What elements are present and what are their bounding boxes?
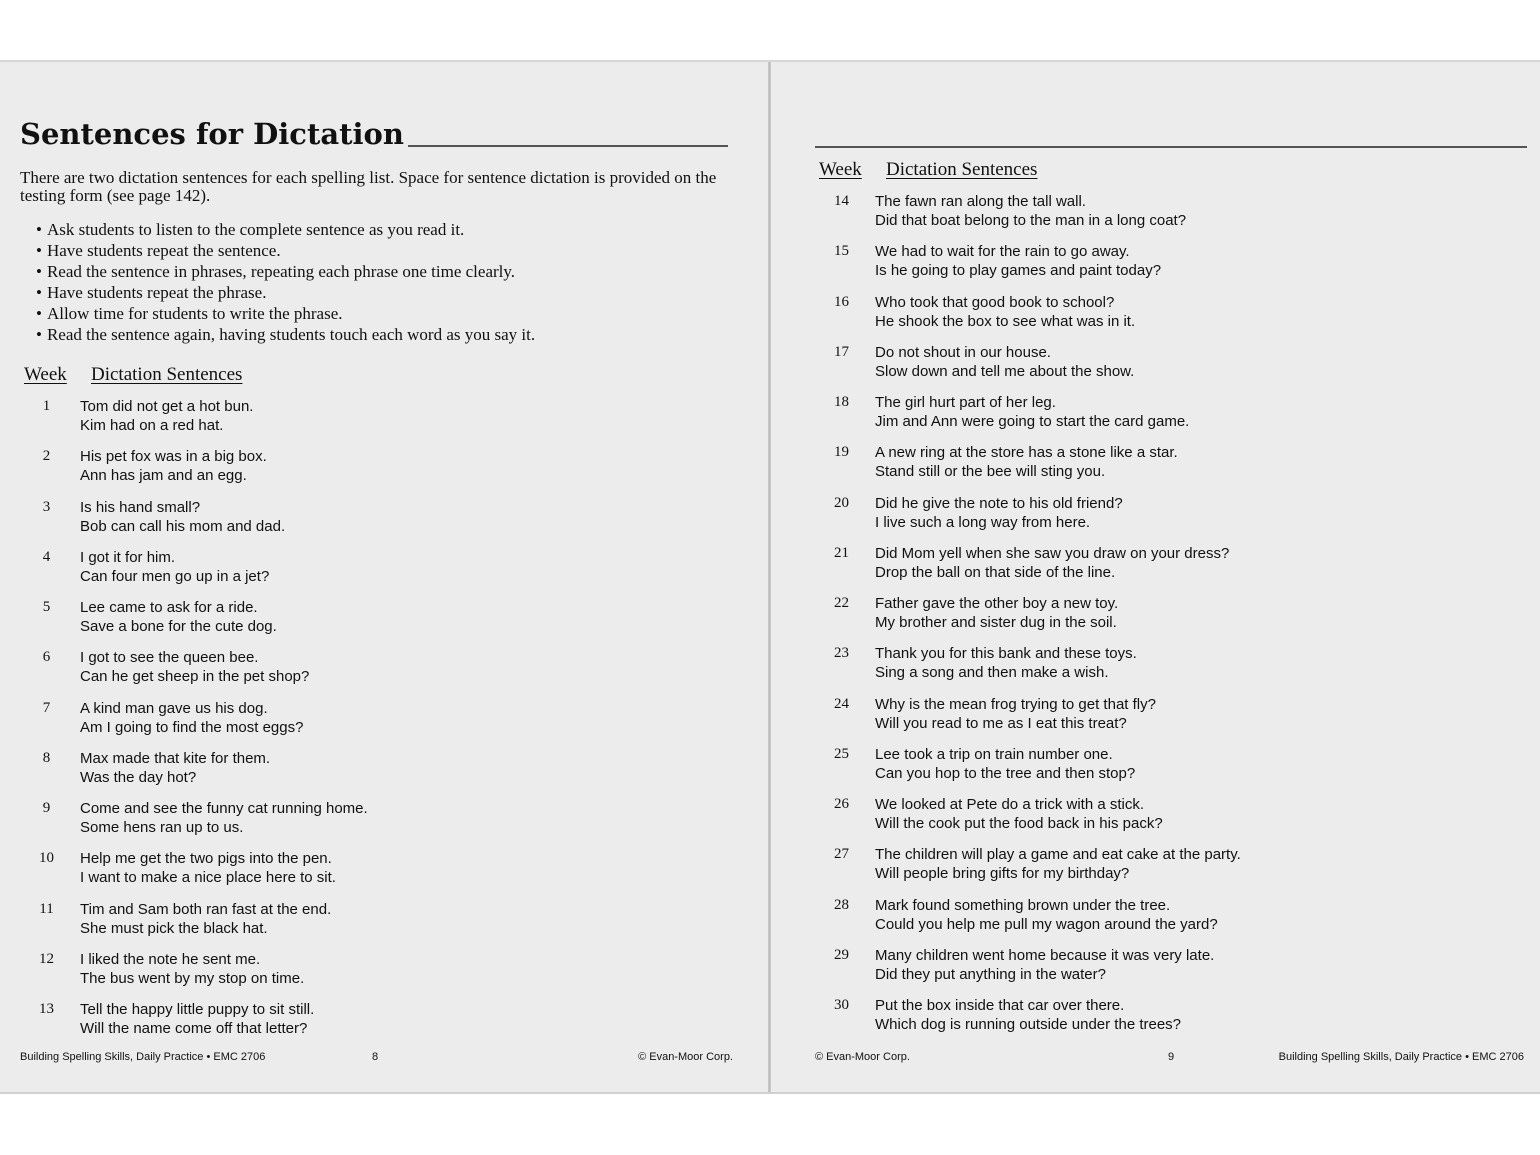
dictation-entry [808, 443, 1241, 493]
dictation-entry [808, 242, 1241, 292]
week-number: 19 [834, 444, 849, 461]
week-number: 16 [834, 293, 849, 310]
week-number: 25 [834, 745, 849, 762]
instruction-item: • Read the sentence again, having students touch each word as you say it. [36, 324, 535, 345]
dictation-entry [808, 192, 1241, 242]
dictation-sentence: Did that boat belong to the man in a long coat? [875, 212, 1187, 229]
title-rule [408, 145, 728, 147]
dictation-sentence: Is he going to play games and paint today? [875, 262, 1162, 280]
dictation-sentence: His pet fox was in a big box. [80, 448, 267, 466]
dictation-sentence: Help me get the two pigs into the pen. [80, 850, 332, 868]
sentence-pair [875, 494, 1123, 544]
sentences-header: Dictation Sentences [91, 364, 243, 385]
instruction-list [36, 219, 535, 345]
dictation-entry [13, 598, 368, 648]
sentence-pair [875, 192, 1186, 242]
page-number: 8 [372, 1051, 379, 1063]
dictation-sentence: Is his hand small? [80, 498, 201, 516]
sentence-pair [80, 849, 336, 899]
week-number: 26 [834, 796, 849, 812]
sentence-pair [80, 447, 267, 497]
sentence-pair [875, 795, 1163, 845]
dictation-entry [808, 293, 1241, 343]
week-header: Week [24, 364, 67, 385]
week-number: 2 [42, 448, 51, 465]
sentence-pair [875, 544, 1229, 594]
sentence-pair [875, 343, 1134, 393]
sentence-pair [875, 946, 1214, 996]
instruction-item: • Allow time for students to write the phrase. [36, 303, 535, 324]
dictation-entry [13, 1000, 368, 1050]
sentence-pair [875, 644, 1137, 694]
week-number: 24 [834, 695, 849, 712]
dictation-sentence: I got to see the queen bee. [80, 649, 259, 667]
dictation-sentence: Save a bone for the cute dog. [80, 618, 277, 635]
title-row [20, 117, 728, 151]
week-number: 14 [834, 193, 849, 209]
footer-right: Building Spelling Skills, Daily Practice • EMC 2706 [1278, 1051, 1524, 1063]
dictation-sentence: Some hens ran up to us. [80, 819, 244, 836]
dictation-sentence: Which dog is running outside under the trees? [875, 1016, 1182, 1033]
dictation-sentence: Will the cook put the food back in his pack? [875, 815, 1163, 832]
sentences-header: Dictation Sentences [886, 159, 1038, 180]
dictation-entry [808, 494, 1241, 544]
dictation-entry [13, 900, 368, 950]
dictation-sentence: Many children went home because it was very late. [875, 946, 1215, 964]
dictation-entry [13, 699, 368, 749]
sentence-pair [80, 749, 270, 799]
week-number: 5 [42, 599, 51, 615]
week-number: 3 [42, 498, 51, 515]
page-title: Sentences for Dictation [20, 117, 404, 151]
sentence-pair [80, 950, 304, 1000]
dictation-sentence: Can he get sheep in the pet shop? [80, 668, 310, 686]
footer-left: Building Spelling Skills, Daily Practice • EMC 2706 [20, 1051, 266, 1063]
week-header: Week [819, 159, 862, 180]
week-number: 9 [42, 800, 51, 816]
week-number: 28 [834, 896, 849, 913]
sentence-pair [875, 845, 1241, 895]
dictation-sentence: We had to wait for the rain to go away. [875, 243, 1130, 261]
dictation-entry [13, 749, 368, 799]
dictation-sentence: Thank you for this bank and these toys. [875, 645, 1137, 663]
dictation-sentence: Ann has jam and an egg. [80, 467, 247, 485]
sentence-pair [875, 443, 1178, 493]
sentence-pair [875, 393, 1189, 443]
sentence-pair [80, 648, 309, 698]
dictation-entry [808, 644, 1241, 694]
week-number: 1 [42, 398, 51, 414]
dictation-sentence: Stand still or the bee will sting you. [875, 463, 1106, 481]
sentence-pair [80, 799, 368, 849]
week-number: 23 [834, 645, 849, 662]
week-number: 27 [834, 846, 849, 863]
sentence-pair [875, 242, 1161, 292]
intro-paragraph: There are two dictation sentences for each spelling list. Space for sentence dictation is provided on the testing form (see page 142). [20, 168, 717, 205]
sentence-pair [80, 900, 331, 950]
week-number: 20 [834, 494, 849, 511]
dictation-sentence: Lee took a trip on train number one. [875, 745, 1113, 763]
dictation-sentence: The girl hurt part of her leg. [875, 394, 1056, 411]
dictation-sentence: Can you hop to the tree and then stop? [875, 764, 1136, 782]
page-number: 9 [1168, 1051, 1175, 1063]
dictation-sentence: Could you help me pull my wagon around the yard? [875, 915, 1218, 933]
dictation-entry [808, 946, 1241, 996]
dictation-sentence: Why is the mean frog trying to get that fly? [875, 695, 1156, 713]
week-number: 30 [834, 997, 849, 1013]
sentence-pair [875, 293, 1135, 343]
dictation-sentence: Mark found something brown under the tree. [875, 896, 1171, 914]
dictation-entry [808, 594, 1241, 644]
dictation-sentence: Will you read to me as I eat this treat? [875, 714, 1127, 732]
dictation-sentence: Do not shout in our house. [875, 343, 1051, 361]
sentence-pair [875, 996, 1181, 1046]
dictation-sentence: Did they put anything in the water? [875, 965, 1106, 983]
week-number: 13 [39, 1001, 54, 1017]
dictation-sentence: Tom did not get a hot bun. [80, 398, 254, 415]
week-number: 15 [834, 243, 849, 260]
dictation-entry [13, 849, 368, 899]
dictation-sentence: Max made that kite for them. [80, 749, 271, 767]
dictation-sentence: I liked the note he sent me. [80, 950, 261, 968]
list-header [24, 364, 242, 386]
dictation-sentence: The bus went by my stop on time. [80, 969, 305, 987]
dictation-sentence: Did he give the note to his old friend? [875, 494, 1123, 512]
dictation-sentence: Did Mom yell when she saw you draw on your dress? [875, 544, 1230, 562]
sentence-pair [875, 695, 1156, 745]
week-number: 17 [834, 343, 849, 360]
sentence-pair [80, 397, 253, 447]
dictation-entry [808, 745, 1241, 795]
dictation-entry [808, 393, 1241, 443]
week-number: 11 [39, 900, 54, 917]
dictation-sentence: Bob can call his mom and dad. [80, 517, 286, 535]
dictation-sentence: Drop the ball on that side of the line. [875, 563, 1116, 581]
week-number: 10 [39, 850, 54, 867]
sentence-pair [80, 498, 285, 548]
dictation-sentence: Tell the happy little puppy to sit still. [80, 1001, 315, 1018]
dictation-entry [13, 447, 368, 497]
dictation-sentence: Lee came to ask for a ride. [80, 599, 258, 616]
dictation-sentence: She must pick the black hat. [80, 919, 268, 937]
dictation-sentence: My brother and sister dug in the soil. [875, 614, 1117, 631]
dictation-sentence: Kim had on a red hat. [80, 417, 224, 434]
dictation-entry [13, 548, 368, 598]
dictation-entry [13, 648, 368, 698]
dictation-sentence: Sing a song and then make a wish. [875, 664, 1109, 682]
dictation-entry [808, 845, 1241, 895]
week-number: 22 [834, 595, 849, 611]
week-number: 4 [42, 548, 51, 565]
dictation-sentence: Will people bring gifts for my birthday? [875, 865, 1130, 883]
dictation-sentence: Put the box inside that car over there. [875, 997, 1125, 1014]
sentence-pair [80, 699, 303, 749]
dictation-sentence: Will the name come off that letter? [80, 1020, 308, 1037]
week-number: 12 [39, 950, 54, 967]
sentence-pair [80, 548, 269, 598]
dictation-sentence: The fawn ran along the tall wall. [875, 193, 1086, 210]
week-number: 7 [42, 699, 51, 716]
week-number: 6 [42, 649, 51, 666]
book-spread [0, 60, 1540, 1094]
dictation-sentence: Slow down and tell me about the show. [875, 362, 1135, 380]
sentence-pair [80, 598, 277, 648]
dictation-entry [808, 695, 1241, 745]
dictation-entry [808, 896, 1241, 946]
footer-right: © Evan-Moor Corp. [638, 1051, 733, 1063]
dictation-entry [13, 397, 368, 447]
dictation-sentence: Am I going to find the most eggs? [80, 718, 304, 736]
sentence-pair [80, 1000, 314, 1050]
dictation-entry [808, 544, 1241, 594]
dictation-sentence: I got it for him. [80, 548, 176, 566]
right-page [771, 62, 1540, 1092]
week-number: 18 [834, 394, 849, 410]
dictation-entry [13, 799, 368, 849]
week-number: 21 [834, 544, 849, 561]
week-number: 29 [834, 946, 849, 963]
instruction-item: • Have students repeat the phrase. [36, 282, 535, 303]
dictation-sentence: Tim and Sam both ran fast at the end. [80, 900, 332, 918]
dictation-sentence: The children will play a game and eat cake at the party. [875, 846, 1241, 864]
footer-left: © Evan-Moor Corp. [815, 1051, 910, 1063]
instruction-item: • Ask students to listen to the complete sentence as you read it. [36, 219, 535, 240]
list-header [819, 159, 1037, 181]
title-rule [815, 146, 1527, 148]
dictation-sentence: I want to make a nice place here to sit. [80, 869, 336, 887]
dictation-sentence: Father gave the other boy a new toy. [875, 595, 1119, 612]
left-page [0, 62, 768, 1092]
dictation-sentence: I live such a long way from here. [875, 513, 1091, 531]
dictation-sentence: A new ring at the store has a stone like a star. [875, 444, 1178, 462]
instruction-item: • Have students repeat the sentence. [36, 240, 535, 261]
dictation-sentence: Can four men go up in a jet? [80, 567, 270, 585]
sentence-pair [875, 745, 1135, 795]
sentence-pair [875, 896, 1218, 946]
dictation-sentence: A kind man gave us his dog. [80, 699, 268, 717]
instruction-item: • Read the sentence in phrases, repeating each phrase one time clearly. [36, 261, 535, 282]
dictation-sentence: Jim and Ann were going to start the card game. [875, 413, 1190, 430]
sentence-pair [875, 594, 1118, 644]
dictation-sentence: Was the day hot? [80, 768, 197, 786]
dictation-sentence: He shook the box to see what was in it. [875, 312, 1136, 330]
dictation-entry [808, 996, 1241, 1046]
dictation-entry [808, 343, 1241, 393]
week-number: 8 [42, 749, 51, 766]
dictation-entry [808, 795, 1241, 845]
entry-list [13, 397, 368, 1050]
entry-list [808, 192, 1241, 1046]
dictation-sentence: Come and see the funny cat running home. [80, 800, 368, 817]
dictation-entry [13, 950, 368, 1000]
dictation-entry [13, 498, 368, 548]
dictation-sentence: Who took that good book to school? [875, 293, 1115, 311]
dictation-sentence: We looked at Pete do a trick with a stick. [875, 796, 1145, 813]
